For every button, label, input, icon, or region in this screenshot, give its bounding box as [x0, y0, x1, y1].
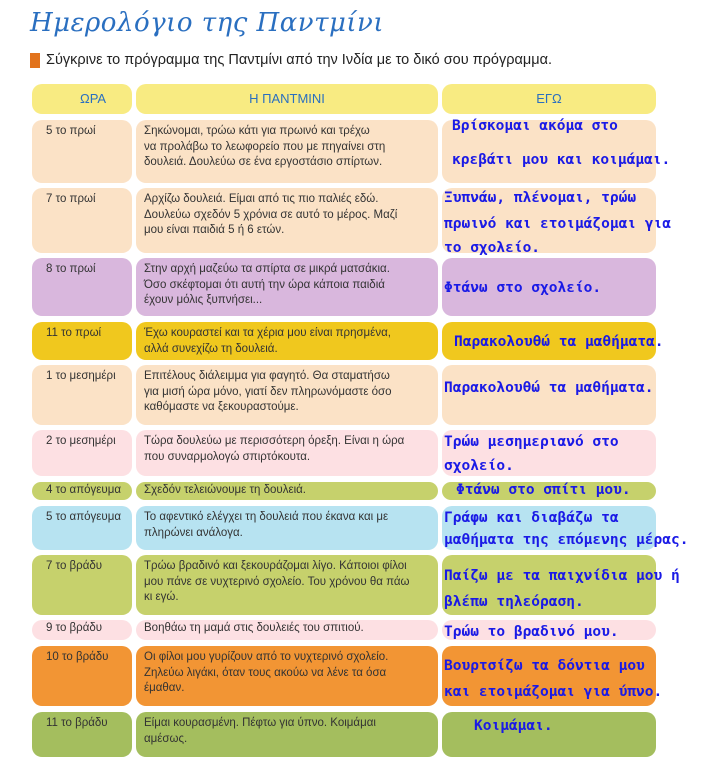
- answer-text: Τρώω μεσημεριανό στο: [444, 434, 619, 450]
- pantmini-line: να προλάβω το λεωφορείο που με πηγαίνει στη: [144, 140, 386, 153]
- time-cell: 5 το απόγευμα: [32, 506, 132, 550]
- header-me: ΕΓΩ: [442, 84, 656, 114]
- answer-text: κρεβάτι μου και κοιμάμαι.: [452, 152, 671, 168]
- answer-text: σχολείο.: [444, 458, 514, 474]
- time-cell: 9 το βράδυ: [32, 620, 132, 640]
- answer-text: Παρακολουθώ τα μαθήματα.: [454, 334, 664, 350]
- bullet-square-icon: [30, 53, 40, 68]
- time-cell: 4 το απόγευμα: [32, 482, 132, 500]
- pantmini-line: Βοηθάω τη μαμά στις δουλειές του σπιτιού.: [144, 622, 364, 634]
- answer-text: πρωινό και ετοιμάζομαι για: [444, 216, 671, 232]
- pantmini-line: δουλειά. Δουλεύω σε ένα εργοστάσιο σπίρτων.: [144, 156, 383, 168]
- pantmini-cell: [136, 506, 438, 550]
- answer-text: Τρώω το βραδινό μου.: [444, 624, 619, 640]
- page-title: Ημερολόγιο της Παντμίνι: [30, 8, 385, 38]
- pantmini-line: μου είναι παιδιά 5 ή 6 ετών.: [144, 224, 285, 236]
- pantmini-line: αλλά συνεχίζω τη δουλειά.: [144, 342, 278, 355]
- pantmini-line: Όσο σκέφτομαι ότι αυτή την ώρα κάποια παιδιά: [144, 278, 385, 291]
- pantmini-cell: [136, 482, 438, 500]
- answer-text: Φτάνω στο σχολείο.: [444, 280, 602, 296]
- header-time: ΩΡΑ: [32, 84, 132, 114]
- pantmini-line: αμέσως.: [144, 732, 188, 745]
- pantmini-line: Τρώω βραδινό και ξεκουράζομαι λίγο. Κάποιοι φίλοι: [144, 560, 407, 572]
- pantmini-line: Τώρα δουλεύω με περισσότερη όρεξη. Είναι η ώρα: [144, 435, 405, 447]
- time-cell: 7 το πρωί: [32, 188, 132, 253]
- pantmini-line: Το αφεντικό ελέγχει τη δουλειά που έκανα και με: [144, 511, 389, 523]
- time-cell: 11 το πρωί: [32, 322, 132, 360]
- time-cell: 8 το πρωί: [32, 258, 132, 316]
- pantmini-line: πληρώνει ανάλογα.: [144, 526, 243, 539]
- pantmini-line: έχουν μόλις ξυπνήσει...: [144, 294, 263, 306]
- time-cell: 11 το βράδυ: [32, 712, 132, 757]
- pantmini-line: Είμαι κουρασμένη. Πέφτω για ύπνο. Κοιμάμαι: [144, 717, 376, 729]
- pantmini-line: Στην αρχή μαζεύω τα σπίρτα σε μικρά ματσάκια.: [144, 263, 390, 275]
- pantmini-line: καθόμαστε να ξεκουραστούμε.: [144, 401, 299, 413]
- pantmini-cell: [136, 430, 438, 476]
- pantmini-line: Επιτέλους διάλειμμα για φαγητό. Θα σταματήσω: [144, 370, 390, 382]
- answer-text: Ξυπνάω, πλένομαι, τρώω: [444, 190, 637, 206]
- answer-text: μαθήματα της επόμενης μέρας.: [444, 532, 689, 548]
- time-cell: 5 το πρωί: [32, 120, 132, 183]
- pantmini-line: Σηκώνομαι, τρώω κάτι για πρωινό και τρέχω: [144, 125, 370, 137]
- pantmini-line: Έχω κουραστεί και τα χέρια μου είναι πρησμένα,: [144, 327, 391, 339]
- pantmini-line: Σχεδόν τελειώνουμε τη δουλειά.: [144, 484, 306, 496]
- answer-text: βλέπω τηλεόραση.: [444, 594, 584, 610]
- pantmini-line: έμαθαν.: [144, 682, 185, 694]
- pantmini-line: μου πάνε σε νυχτερινό σχολείο. Του χρόνου θα πάω: [144, 575, 410, 588]
- pantmini-cell: [136, 188, 438, 253]
- pantmini-line: Οι φίλοι μου γυρίζουν από το νυχτερινό σχολείο.: [144, 651, 389, 663]
- time-cell: 7 το βράδυ: [32, 555, 132, 615]
- answer-text: το σχολείο.: [444, 240, 541, 256]
- time-cell: 2 το μεσημέρι: [32, 430, 132, 476]
- answer-text: Παρακολουθώ τα μαθήματα.: [444, 380, 654, 396]
- time-cell: 1 το μεσημέρι: [32, 365, 132, 425]
- pantmini-line: Ζηλεύω λιγάκι, όταν τους ακούω να λένε τα όσα: [144, 666, 387, 679]
- pantmini-line: Αρχίζω δουλειά. Είμαι από τις πιο παλιές εδώ.: [144, 193, 379, 205]
- time-cell: 10 το βράδυ: [32, 646, 132, 706]
- answer-text: Βουρτσίζω τα δόντια μου: [444, 658, 645, 674]
- pantmini-line: Δουλεύω σχεδόν 5 χρόνια σε αυτό το μέρος. Μαζί: [144, 208, 398, 221]
- table-row: [32, 712, 657, 757]
- pantmini-cell: [136, 646, 438, 706]
- pantmini-cell: [136, 120, 438, 183]
- instruction: [30, 52, 552, 68]
- answer-text: Βρίσκομαι ακόμα στο: [452, 118, 618, 134]
- pantmini-cell: [136, 258, 438, 316]
- pantmini-line: για μισή ώρα μόνο, γιατί δεν πληρωνόμαστε όσο: [144, 385, 392, 398]
- pantmini-cell: [136, 365, 438, 425]
- answer-text: Παίζω με τα παιχνίδια μου ή: [444, 568, 680, 584]
- pantmini-line: κι εγώ.: [144, 591, 179, 603]
- pantmini-cell: [136, 555, 438, 615]
- header-pantmini: Η ΠΑΝΤΜΙΝΙ: [136, 84, 438, 114]
- answer-text: Γράφω και διαβάζω τα: [444, 510, 619, 526]
- answer-text: Φτάνω στο σπίτι μου.: [456, 482, 631, 498]
- pantmini-cell: [136, 620, 438, 640]
- instruction-text: Σύγκρινε το πρόγραμμα της Παντμίνι από την Ινδία με το δικό σου πρόγραμμα.: [46, 52, 552, 68]
- pantmini-line: που συναρμολογώ σπιρτόκουτα.: [144, 450, 311, 463]
- table-header: [32, 84, 657, 114]
- pantmini-cell: [136, 322, 438, 360]
- answer-text: και ετοιμάζομαι για ύπνο.: [444, 684, 663, 700]
- answer-text: Κοιμάμαι.: [474, 718, 553, 734]
- pantmini-cell: [136, 712, 438, 757]
